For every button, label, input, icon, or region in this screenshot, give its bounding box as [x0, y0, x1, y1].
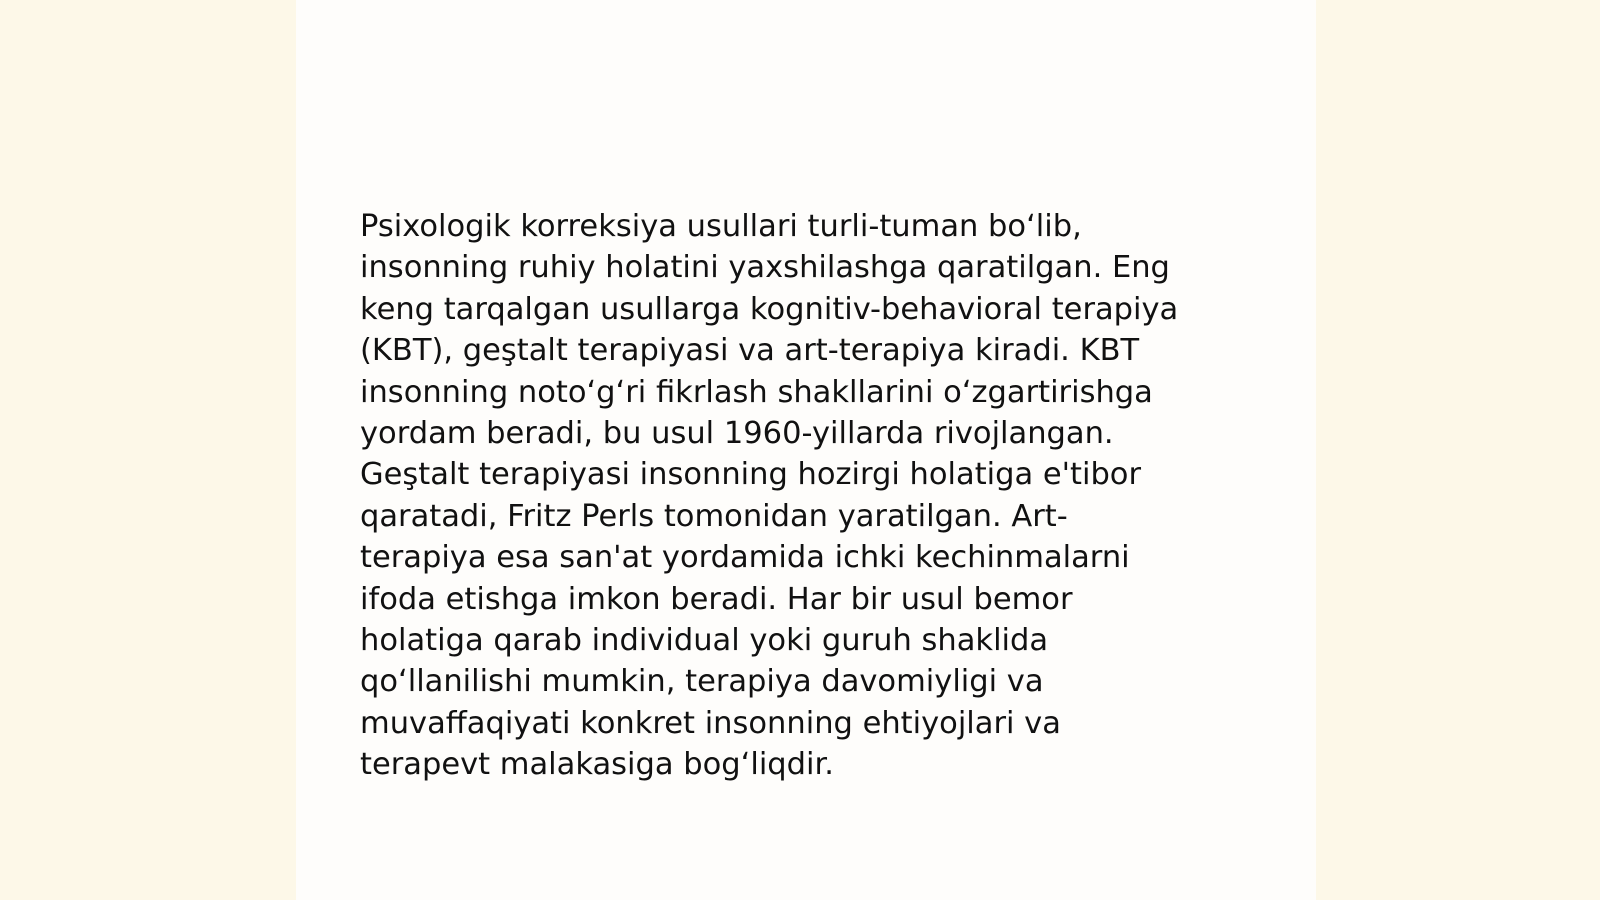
- paragraph-line: Psixologik korreksiya usullari turli-tuman boʻlib,: [360, 209, 1082, 244]
- document-page: [296, 0, 1316, 900]
- paragraph-line: Geştalt terapiyasi insonning hozirgi holatiga e'tibor: [360, 457, 1142, 493]
- paragraph-line: qoʻllanilishi mumkin, terapiya davomiyligi va: [360, 664, 1044, 700]
- paragraph-line: terapevt malakasiga bogʻliqdir.: [360, 747, 834, 783]
- paragraph-line: keng tarqalgan usullarga kognitiv-behavioral terapiya: [360, 291, 1179, 327]
- paragraph-line: ifoda etishga imkon beradi. Har bir usul bemor: [360, 581, 1073, 617]
- paragraph-line: yordam beradi, bu usul 1960-yillarda rivojlangan.: [360, 416, 1114, 452]
- paragraph-line: insonning notoʻgʻri fikrlash shakllarini oʻzgartirishga: [360, 374, 1153, 410]
- body-paragraph: [360, 206, 1240, 786]
- paragraph-line: (KBT), geştalt terapiyasi va art-terapiya kiradi. KBT: [360, 333, 1140, 369]
- paragraph-line: terapiya esa san'at yordamida ichki kechinmalarni: [360, 540, 1130, 576]
- paragraph-line: insonning ruhiy holatini yaxshilashga qaratilgan. Eng: [360, 250, 1170, 286]
- paragraph-line: qaratadi, Fritz Perls tomonidan yaratilgan. Art-: [360, 498, 1068, 534]
- paragraph-line: muvaffaqiyati konkret insonning ehtiyojlari va: [360, 705, 1061, 741]
- paragraph-line: holatiga qarab individual yoki guruh shaklida: [360, 623, 1049, 659]
